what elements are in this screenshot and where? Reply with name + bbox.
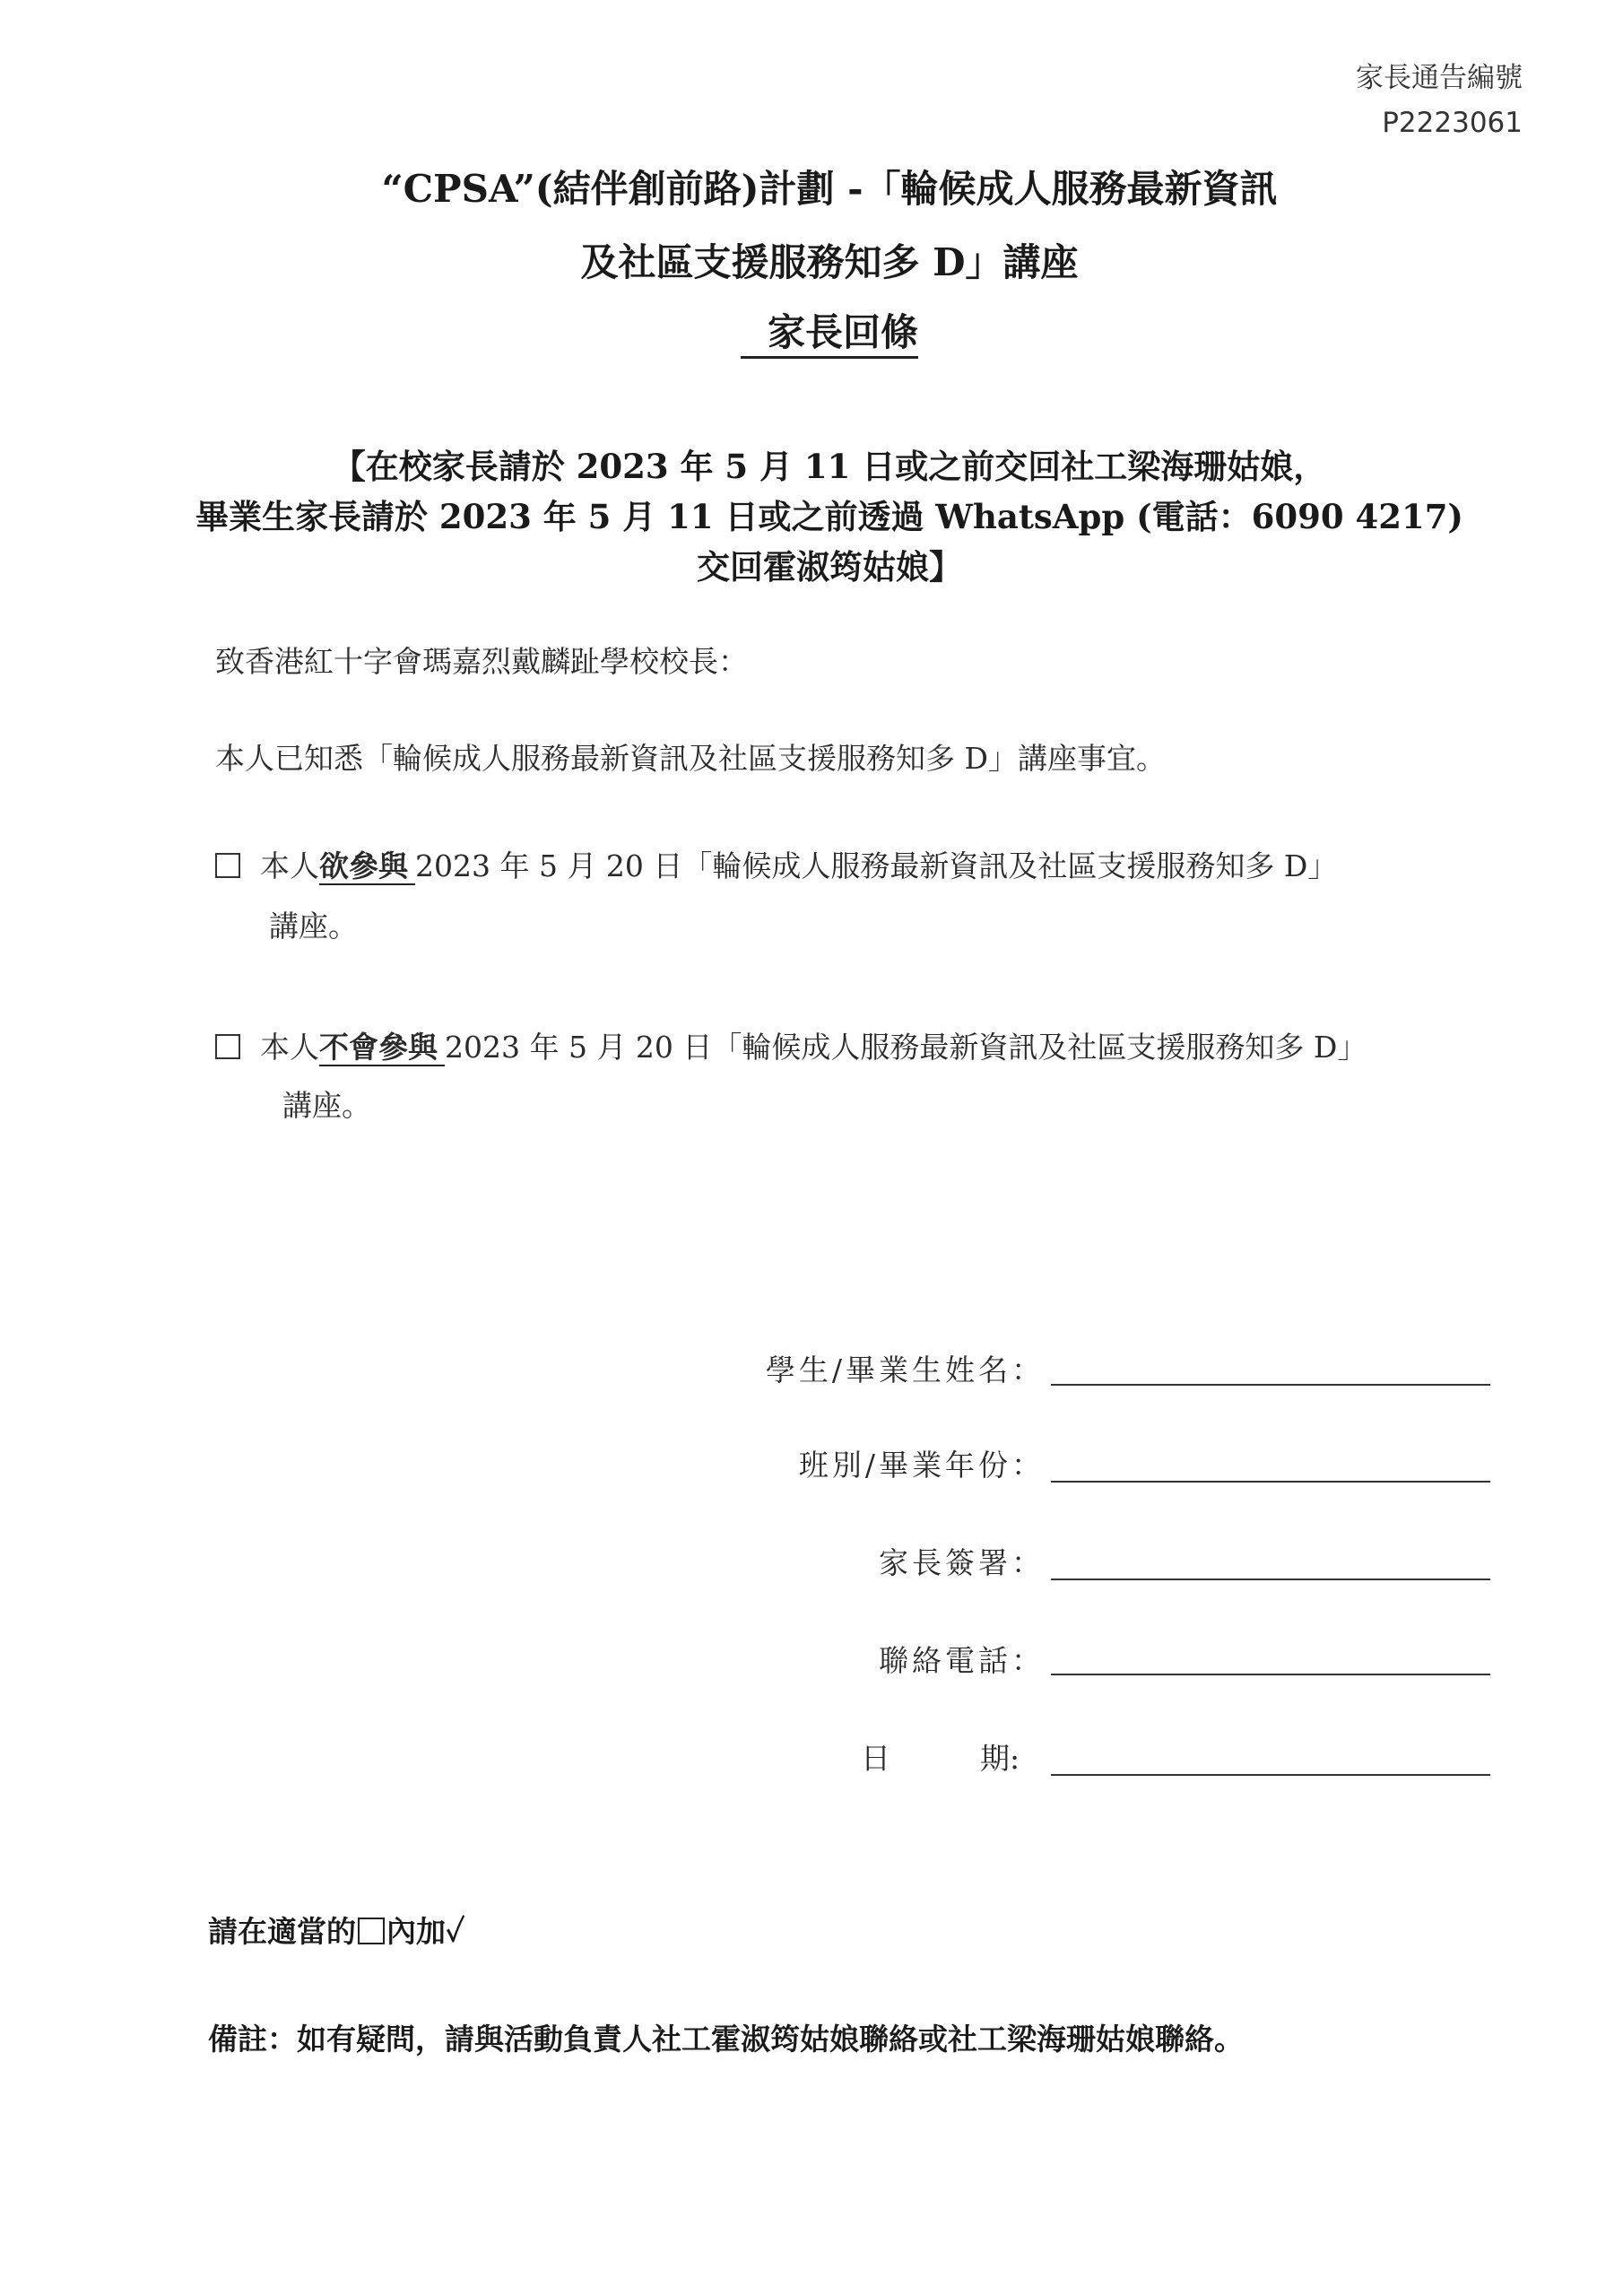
date-field[interactable] [1051,1774,1490,1776]
reply-slip-heading [18,309,1623,359]
reply-slip-heading-text: 家長回條 [741,309,918,359]
date-label-char-2: 期: [980,1741,1020,1776]
option-not-attend-prefix: 本人 [260,1030,319,1065]
option-not-attend-emphasis: 不會參與 [319,1030,445,1066]
acknowledgement: 本人已知悉「輪候成人服務最新資訊及社區支援服務知多 D」講座事宜。 [215,741,1166,776]
tick-instruction [208,1909,464,1951]
title-line-1: “CPSA”(結伴創前路)計劃 -「輪候成人服務最新資訊 [381,167,1278,211]
parent-signature-field[interactable] [1051,1578,1490,1580]
student-name-field[interactable] [1051,1384,1490,1386]
class-year-field[interactable] [1051,1481,1490,1483]
salutation: 致香港紅十字會瑪嘉烈戴麟趾學校校長： [215,644,748,679]
date-label-char-1: 日 [861,1741,890,1776]
parent-signature-label: 家長簽署： [879,1545,1045,1580]
option-attend [215,843,1337,885]
option-attend-emphasis: 欲參與 [319,848,415,885]
instruction-line-2: 畢業生家長請於 2023 年 5 月 11 日或之前透過 WhatsApp (電話：6090 4217) [195,497,1463,536]
student-name-label: 學生/畢業生姓名： [765,1352,1045,1387]
option-attend-continuation: 講座。 [269,909,358,944]
notice-number-block [1356,56,1523,145]
option-not-attend-continuation: 講座。 [282,1088,371,1123]
remark: 備註：如有疑問，請與活動負責人社工霍淑筠姑娘聯絡或社工梁海珊姑娘聯絡。 [208,2022,1244,2057]
attend-checkbox[interactable] [215,853,240,878]
example-box-icon [358,1918,385,1944]
class-year-label: 班別/畢業年份： [798,1448,1045,1483]
instruction-line-1: 【在校家長請於 2023 年 5 月 11 日或之前交回社工梁海珊姑娘， [332,447,1327,486]
instruction-line-3: 交回霍淑筠姑娘】 [697,547,962,587]
contact-phone-field[interactable] [1051,1674,1490,1675]
tick-instruction-before: 請在適當的 [208,1914,356,1949]
option-attend-text: 2023 年 5 月 20 日「輪候成人服務最新資訊及社區支援服務知多 D」 [415,848,1338,883]
option-not-attend [215,1024,1367,1066]
notice-label: 家長通告編號 [1356,62,1523,94]
date-label [861,1735,1020,1778]
title-line-2: 及社區支援服務知多 D」講座 [580,240,1079,284]
not-attend-checkbox[interactable] [215,1034,240,1059]
contact-phone-label: 聯絡電話： [879,1643,1045,1678]
option-attend-prefix: 本人 [260,848,319,883]
notice-number: P2223061 [1382,107,1523,139]
option-not-attend-text: 2023 年 5 月 20 日「輪候成人服務最新資訊及社區支援服務知多 D」 [445,1030,1367,1065]
tick-instruction-after: 內加✓ [386,1914,465,1949]
